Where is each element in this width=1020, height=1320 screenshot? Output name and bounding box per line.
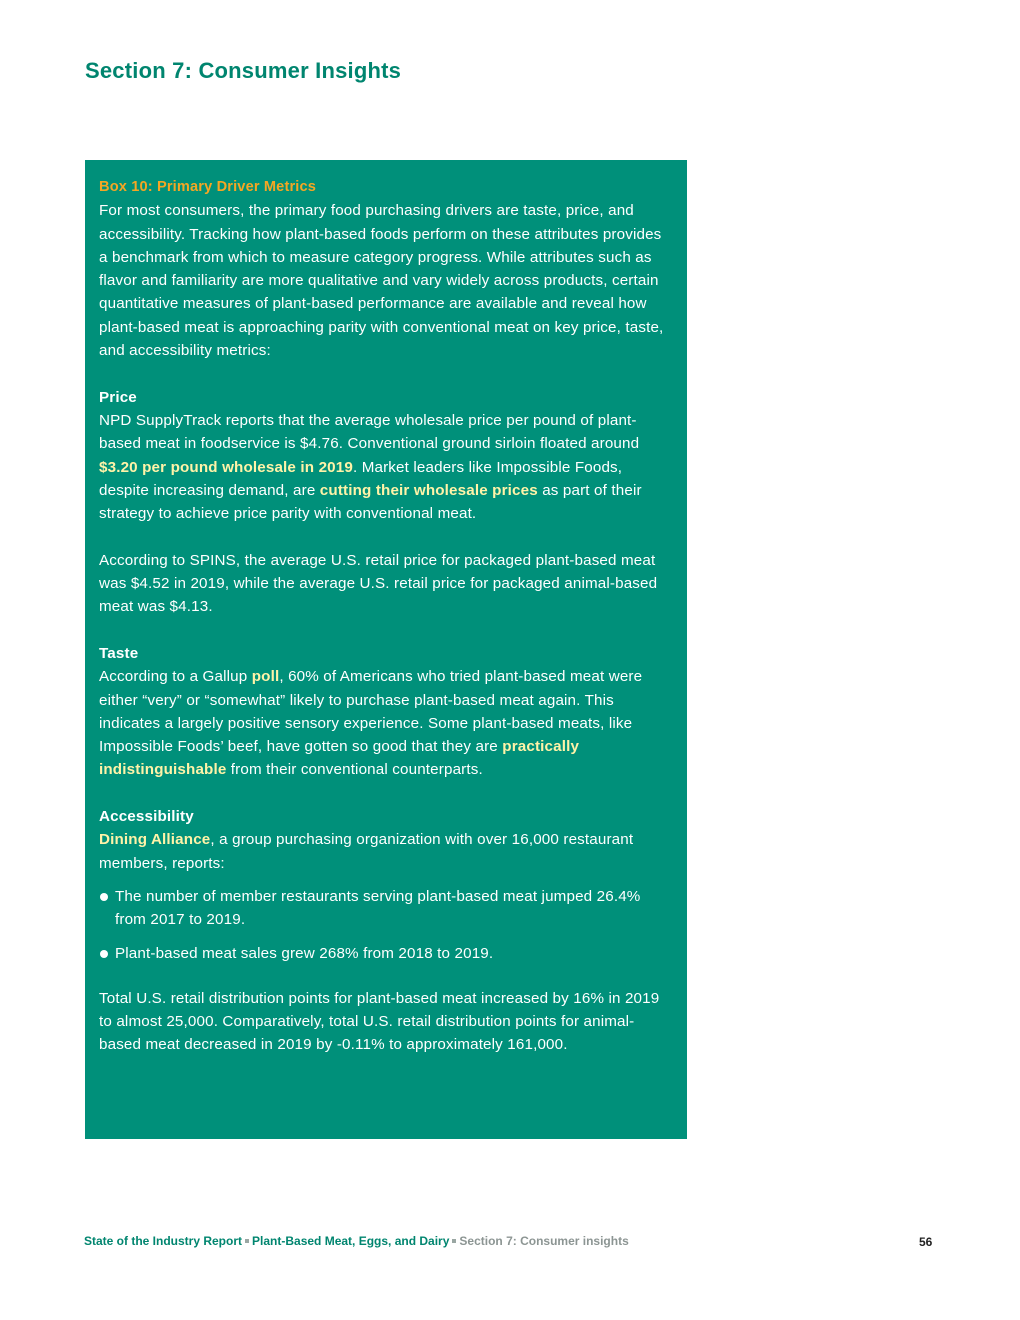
price-paragraph-1: NPD SupplyTrack reports that the average wholesale price per pound of plant-based meat in foodservice is $4.76. Conventional ground sirloin floated around $3.20 per pound wholesale in 2019. Market leaders like Impossible Foods, despite increasing demand, are cutting their wholesale prices as part of their strategy to achieve price parity with conventional meat. <box>99 411 642 523</box>
price-heading: Price <box>99 388 137 406</box>
footer-topic: Plant-Based Meat, Eggs, and Dairy <box>252 1234 450 1248</box>
wholesale-price-link[interactable]: $3.20 per pound wholesale in 2019 <box>99 458 353 476</box>
bullet-icon <box>100 950 108 958</box>
price-paragraph-2: According to SPINS, the average U.S. retail price for packaged plant-based meat was $4.52 in 2019, while the average U.S. retail price for packaged animal-based meat was $4.13. <box>99 551 658 616</box>
bullet-icon <box>100 893 108 901</box>
indistinguishable-link[interactable]: practically indistinguishable <box>99 738 580 779</box>
accessibility-paragraph: Dining Alliance, a group purchasing organization with over 16,000 restaurant members, reports: <box>99 831 634 872</box>
list-item: The number of member restaurants serving plant-based meat jumped 26.4% from 2017 to 2019. <box>99 885 673 932</box>
box-intro: For most consumers, the primary food purchasing drivers are taste, price, and accessibility. Tracking how plant-based foods perform on these attributes provides a benchmark from which to measure category progress. While attributes such as flavor and familiarity are more qualitative and vary widely across products, certain quantitative measures of plant-based performance are available and reveal how plant-based meat is approaching parity with conventional meat on key price, taste, and accessibility metrics: <box>99 202 664 360</box>
distribution-paragraph: Total U.S. retail distribution points for plant-based meat increased by 16% in 2019 to almost 25,000. Comparatively, total U.S. retail distribution points for animal-based meat decreased in 2019 by -0.11% to approximately 161,000. <box>99 989 660 1054</box>
list-item: Plant-based meat sales grew 268% from 2018 to 2019. <box>99 942 673 965</box>
taste-heading: Taste <box>99 644 139 662</box>
accessibility-bullets <box>99 885 673 965</box>
footer-section: Section 7: Consumer insights <box>459 1234 629 1248</box>
dining-alliance-link[interactable]: Dining Alliance <box>99 831 211 849</box>
page-title: Section 7: Consumer Insights <box>85 58 402 83</box>
box-title: Box 10: Primary Driver Metrics <box>99 179 317 195</box>
cutting-prices-link[interactable]: cutting their wholesale prices <box>319 481 538 499</box>
accessibility-heading: Accessibility <box>99 808 194 826</box>
taste-paragraph: According to a Gallup poll, 60% of Americans who tried plant-based meat were either “very” or “somewhat” likely to purchase plant-based meat again. This indicates a largely positive sensory experience. Some plant-based meats, like Impossible Foods’ beef, have gotten so good that they are practically indistinguishable from their conventional counterparts. <box>99 668 643 779</box>
footer-breadcrumb <box>84 1234 629 1248</box>
page-number: 56 <box>919 1235 933 1249</box>
poll-link[interactable]: poll <box>251 668 280 686</box>
footer-report: State of the Industry Report <box>84 1234 243 1248</box>
info-box <box>85 160 687 1139</box>
